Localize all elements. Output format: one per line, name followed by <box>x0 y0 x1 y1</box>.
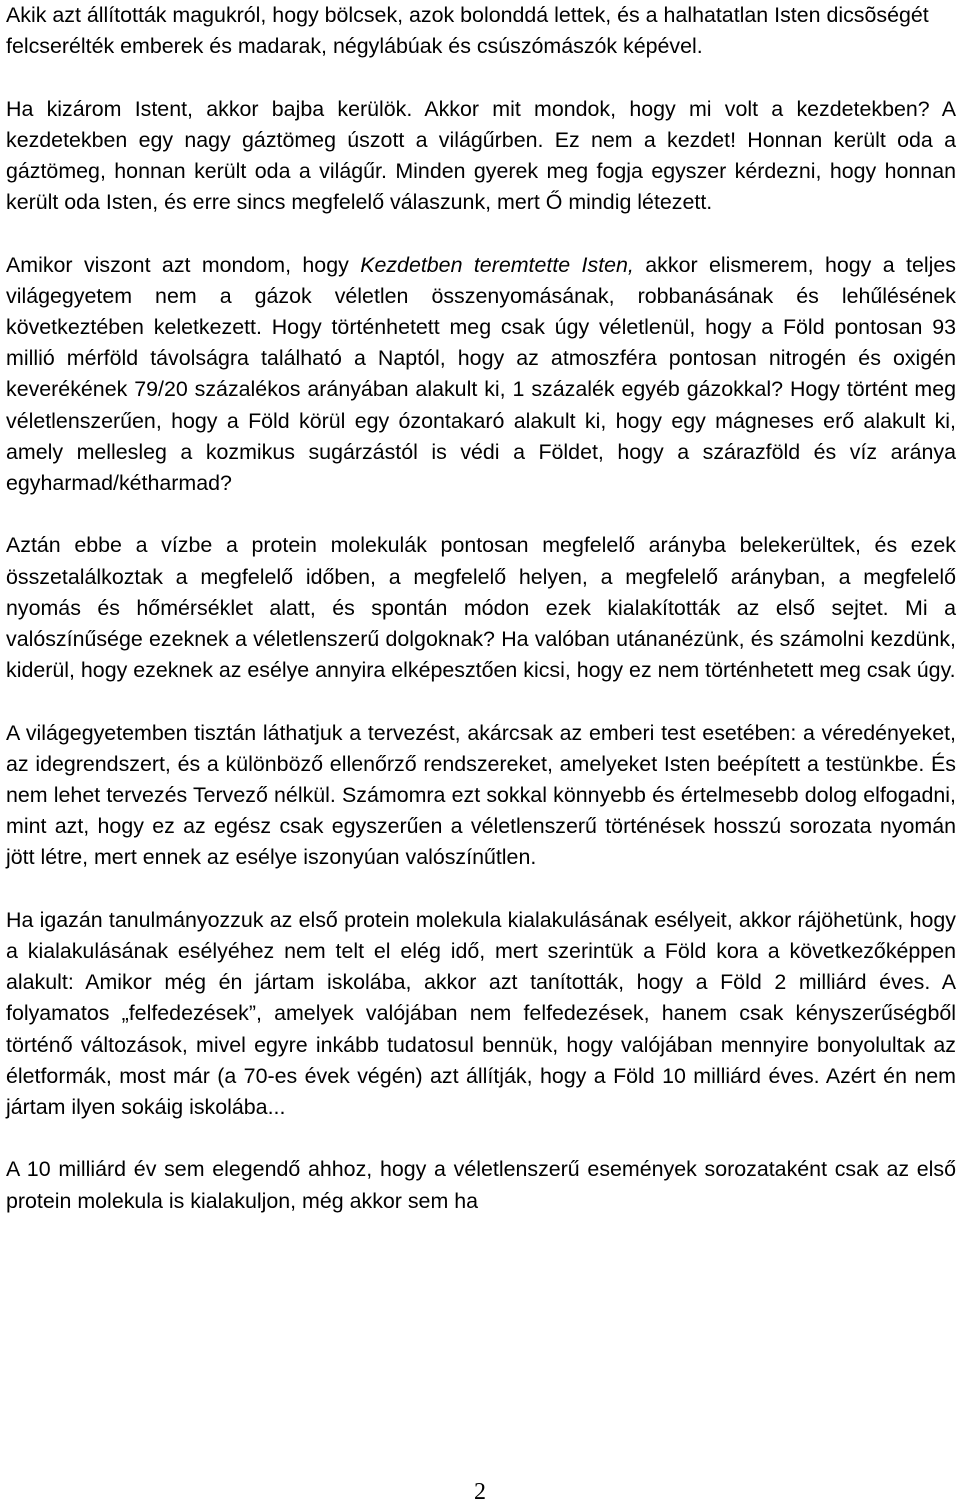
paragraph-6: Ha igazán tanulmányozzuk az első protein molekula kialakulásának esélyeit, akkor rájöhetünk, hogy a kialakulásának esélyéhez nem telt el elég idő, mert szerintük a Föld kora a következőképpen alakult: Amikor még én jártam iskolába, akkor azt tanították, hogy a Föld 2 milliárd éves. A folyamatos „felfedezések”, amelyek valójában nem felfedezések, hanem csak kényszerűségből történő változások, mivel egyre inkább tudatosul bennük, hogy valójában mennyire bonyolultak az életformák, most már (a 70-es évek végén) azt állítják, hogy a Föld 10 milliárd éves. Azért én nem jártam ilyen sokáig iskolába... <box>6 907 956 1120</box>
document-body <box>6 0 956 1217</box>
paragraph-3-rest: akkor elismerem, hogy a teljes világegyetem nem a gázok véletlen összenyomásának, robbanásának és lehűlésének következtében keletkezett. Hogy történhetett meg csak úgy véletlenül, hogy a Föld pontosan 93 millió mérföld távolságra található a Naptól, hogy az atmoszféra pontosan nitrogén és oxigén keverékének 79/20 százalékos arányában alakult ki, 1 százalék egyéb gázokkal? Hogy történt meg véletlenszerűen, hogy a Föld körül egy ózontakaró alakult ki, hogy egy mágneses erő alakult ki, amely mellesleg a kozmikus sugárzástól is védi a Földet, hogy a szárazföld és víz aránya egyharmad/kétharmad? <box>6 252 956 496</box>
paragraph-1: Akik azt állították magukról, hogy bölcsek, azok bolonddá lettek, és a halhatatlan Isten dicsõségét felcserélték emberek és madarak, négylábúak és csúszómászók képével. <box>6 3 929 59</box>
paragraph-3 <box>6 250 956 500</box>
paragraph-2: Ha kizárom Istent, akkor bajba kerülök. Akkor mit mondok, hogy mi volt a kezdetekben? A kezdetekben egy nagy gáztömeg úszott a világűrben. Ez nem a kezdet! Honnan került oda a gáztömeg, honnan került oda a világűr. Minden gyerek meg fogja egyszer kérdezni, hogy honnan került oda Isten, és erre sincs megfelelő válaszunk, mert Ő mindig létezett. <box>6 96 956 215</box>
paragraph-4: Aztán ebbe a vízbe a protein molekulák pontosan megfelelő arányba belekerültek, és ezek összetalálkoztak a megfelelő időben, a megfelelő helyen, a megfelelő arányban, a megfelelő nyomás és hőmérséklet alatt, és spontán módon ezek kialakították az első sejtet. Mi a valószínűsége ezeknek a véletlenszerű dolgoknak? Ha valóban utánanézünk, és számolni kezdünk, kiderül, hogy ezeknek az esélye annyira elképesztően kicsi, hogy ez nem történhetett meg csak úgy. <box>6 533 956 683</box>
paragraph-3-emphasis: Kezdetben teremtette Isten, <box>360 252 634 277</box>
paragraph-3-start: Amikor viszont azt mondom, hogy <box>6 252 361 277</box>
paragraph-7: A 10 milliárd év sem elegendő ahhoz, hogy a véletlenszerű események sorozataként csak az első protein molekula is kialakuljon, még akkor sem ha <box>6 1157 956 1213</box>
page-number: 2 <box>474 1479 486 1505</box>
paragraph-5: A világegyetemben tisztán láthatjuk a tervezést, akárcsak az emberi test esetében: a véredényeket, az idegrendszert, és a különböző ellenőrző rendszereket, amelyeket Isten beépített a testünkbe. És nem lehet tervezés Tervező nélkül. Számomra ezt sokkal könnyebb és értelmesebb dolog elfogadni, mint azt, hogy ez az egész csak egyszerűen a véletlenszerű történések hosszú sorozata nyomán jött létre, mert ennek az esélye iszonyúan valószínűtlen. <box>6 720 956 870</box>
